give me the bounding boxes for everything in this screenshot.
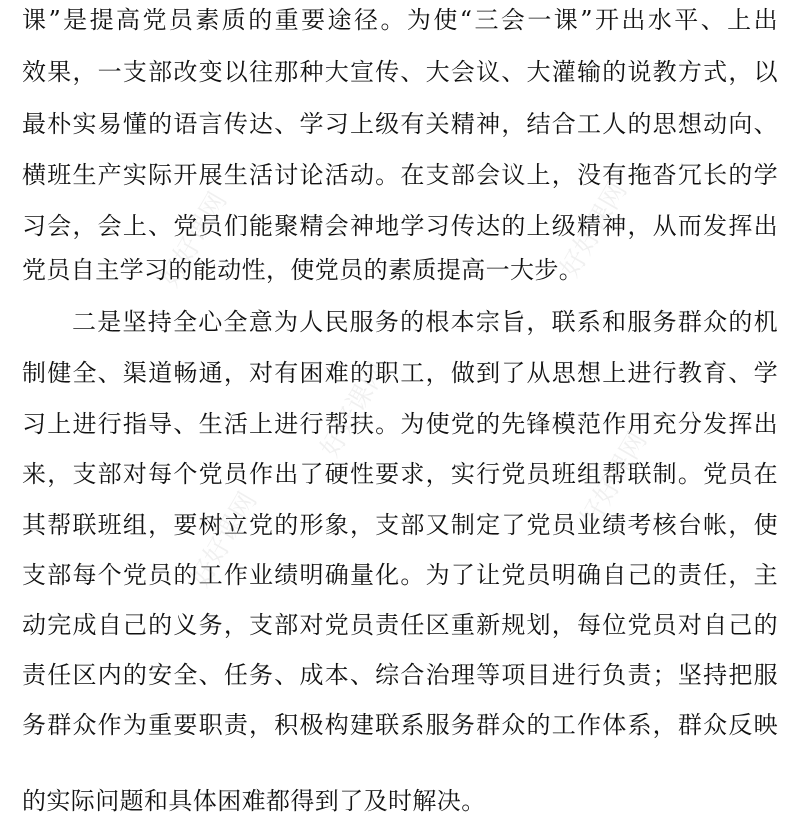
- text-line: 其帮联班组，要树立党的形象，支部又制定了党员业绩考核台帐，使: [22, 511, 778, 539]
- text-line: 责任区内的安全、任务、成本、综合治理等项目进行负责；坚持把服: [22, 661, 778, 689]
- watermark: 好好课网: [185, 487, 264, 593]
- text-line: 的实际问题和具体困难都得到了及时解决。: [22, 787, 486, 815]
- watermark: 好好课网: [315, 357, 394, 463]
- watermark: 好好课网: [155, 187, 234, 293]
- text-line: 制健全、渠道畅通，对有困难的职工，做到了从思想上进行教育、学: [22, 359, 778, 387]
- text-line: 动完成自己的义务，支部对党员责任区重新规划，每位党员对自己的: [22, 611, 778, 639]
- text-line: 习会，会上、党员们能聚精会神地学习传达的上级精神，从而发挥出: [22, 212, 778, 240]
- text-line: 党员自主学习的能动性，使党员的素质提高一大步。: [22, 256, 584, 284]
- text-line: 习上进行指导、生活上进行帮扶。为使党的先锋模范作用充分发挥出: [22, 410, 778, 438]
- text-line: 效果，一支部改变以往那种大宣传、大会议、大灌输的说教方式，以: [22, 58, 778, 86]
- watermark: 好好课网: [555, 177, 634, 283]
- text-line: 支部每个党员的工作业绩明确量化。为了让党员明确自己的责任，主: [22, 561, 778, 589]
- text-line: 最朴实易懂的语言传达、学习上级有关精神，结合工人的思想动向、: [22, 110, 778, 138]
- text-line: 来，支部对每个党员作出了硬性要求，实行党员班组帮联制。党员在: [22, 460, 778, 488]
- text-line: 横班生产实际开展生活讨论活动。在支部会议上，没有拖沓冗长的学: [22, 161, 778, 189]
- paragraph-start-line: 二是坚持全心全意为人民服务的根本宗旨，联系和服务群众的机: [72, 308, 778, 336]
- text-line: 务群众作为重要职责，积极构建联系服务群众的工作体系，群众反映: [22, 711, 778, 739]
- watermark: 好好课网: [575, 427, 654, 533]
- text-line: 课”是提高党员素质的重要途径。为使“三会一课”开出水平、上出: [22, 6, 778, 34]
